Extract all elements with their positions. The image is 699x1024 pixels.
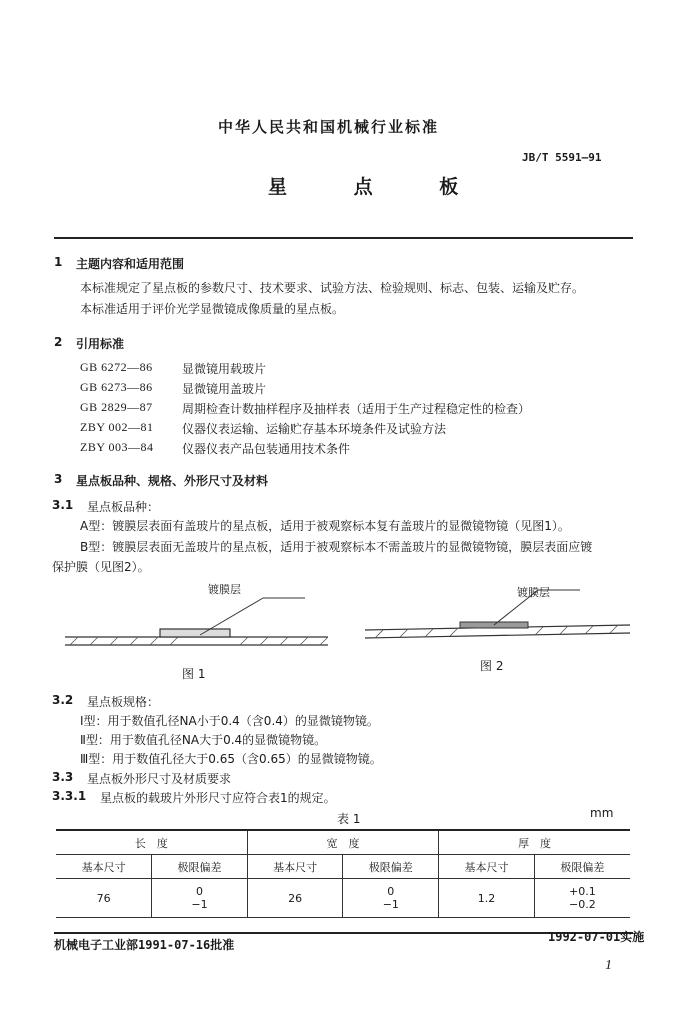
- section-3-number: 3: [54, 472, 63, 486]
- group-header-thickness: 厚 度: [439, 830, 630, 855]
- group-header-width: 宽 度: [247, 830, 438, 855]
- subheader-tolerance: 极限偏差: [152, 855, 248, 879]
- section-2-title: 引用标准: [76, 337, 125, 351]
- section-3-2-number: 3.2: [52, 693, 74, 707]
- tolerance-lower: −1: [382, 898, 399, 911]
- cover-glass: [160, 629, 230, 637]
- type-b-description: B型：镀膜层表面无盖玻片的星点板，适用于被观察标本不需盖玻片的显微镜物镜，膜层表面应镀: [80, 540, 593, 554]
- type-b-description-cont: 保护膜（见图2）。: [52, 560, 150, 574]
- cell-length-basic: 76: [56, 879, 152, 918]
- table-group-header-row: [56, 830, 630, 855]
- ref-code: GB 6272—86: [80, 360, 153, 374]
- standard-org-title: 中华人民共和国机械行业标准: [218, 118, 440, 136]
- section-3-3-title: 星点板外形尺寸及材质要求: [87, 772, 232, 786]
- effective-date: 1992-07-01实施: [548, 930, 645, 944]
- section-2-number: 2: [54, 335, 63, 349]
- cell-thickness-tolerance: [534, 879, 630, 918]
- tolerance-upper: +0.1: [569, 885, 596, 898]
- section-3-3-1-text: 星点板的载玻片外形尺寸应符合表1的规定。: [100, 791, 336, 805]
- standard-code: JB/T 5591—91: [522, 151, 602, 164]
- page-number: 1: [605, 958, 612, 973]
- section-1-number: 1: [54, 255, 63, 269]
- ref-desc: 显微镜用盖玻片: [182, 382, 267, 396]
- tolerance-lower: −1: [191, 898, 208, 911]
- type-ii-description: Ⅱ型：用于数值孔径NA大于0.4的显微镜物镜。: [80, 733, 327, 747]
- section-3-title: 星点板品种、规格、外形尺寸及材料: [76, 474, 269, 488]
- type-iii-description: Ⅲ型：用于数值孔径大于0.65（含0.65）的显微镜物镜。: [80, 752, 382, 766]
- table-1-caption: 表 1: [337, 812, 361, 826]
- section-3-1-title: 星点板品种：: [87, 500, 160, 514]
- figure-2-diagram: [360, 575, 650, 670]
- leader-line: [200, 598, 263, 635]
- dimensions-table: [56, 829, 630, 918]
- section-1-paragraph-2: 本标准适用于评价光学显微镜成像质量的星点板。: [80, 302, 345, 316]
- subheader-basic-size: 基本尺寸: [439, 855, 535, 879]
- ref-desc: 周期检查计数抽样程序及抽样表（适用于生产过程稳定性的检查）: [182, 402, 531, 416]
- ref-code: ZBY 002—81: [80, 420, 154, 434]
- section-1-paragraph-1: 本标准规定了星点板的参数尺寸、技术要求、试验方法、检验规则、标志、包装、运输及贮存。: [80, 281, 585, 295]
- group-header-length: 长 度: [56, 830, 247, 855]
- section-3-3-number: 3.3: [52, 770, 74, 784]
- tolerance-upper: 0: [195, 885, 203, 898]
- ref-desc: 显微镜用载玻片: [182, 362, 267, 376]
- table-subheader-row: [56, 855, 630, 879]
- ref-code: GB 2829—87: [80, 400, 153, 414]
- subheader-tolerance: 极限偏差: [343, 855, 439, 879]
- footer-rule: [54, 932, 633, 934]
- figure-1-caption: 图 1: [182, 667, 206, 681]
- tolerance-lower: −0.2: [569, 898, 596, 911]
- tolerance-upper: 0: [387, 885, 395, 898]
- figure-2-label: 镀膜层: [517, 586, 550, 599]
- section-3-2-title: 星点板规格：: [87, 695, 160, 709]
- subheader-basic-size: 基本尺寸: [247, 855, 343, 879]
- subheader-tolerance: 极限偏差: [534, 855, 630, 879]
- ref-code: GB 6273—86: [80, 380, 153, 394]
- cell-width-tolerance: [343, 879, 439, 918]
- page-title: 星 点 板: [268, 176, 489, 198]
- figure-1-label: 镀膜层: [208, 583, 241, 596]
- section-1-title: 主题内容和适用范围: [76, 257, 185, 271]
- type-a-description: A型：镀膜层表面有盖玻片的星点板，适用于被观察标本复有盖玻片的显微镜物镜（见图1）。: [80, 519, 570, 533]
- table-row: [56, 879, 630, 918]
- subheader-basic-size: 基本尺寸: [56, 855, 152, 879]
- ref-desc: 仪器仪表运输、运输贮存基本环境条件及试验方法: [182, 422, 447, 436]
- cell-length-tolerance: [152, 879, 248, 918]
- table-1-unit: mm: [590, 806, 614, 820]
- header-rule: [54, 237, 633, 239]
- type-i-description: Ⅰ型：用于数值孔径NA小于0.4（含0.4）的显微镜物镜。: [80, 714, 379, 728]
- figure-2-caption: 图 2: [480, 659, 504, 673]
- substrate-slide: [65, 637, 328, 645]
- cell-thickness-basic: 1.2: [439, 879, 535, 918]
- figure-1-diagram: [60, 575, 335, 670]
- ref-desc: 仪器仪表产品包装通用技术条件: [182, 442, 351, 456]
- approval-line: 机械电子工业部1991-07-16批准: [54, 938, 235, 952]
- cell-width-basic: 26: [247, 879, 343, 918]
- section-3-1-number: 3.1: [52, 498, 74, 512]
- section-3-3-1-number: 3.3.1: [52, 789, 87, 803]
- ref-code: ZBY 003—84: [80, 440, 154, 454]
